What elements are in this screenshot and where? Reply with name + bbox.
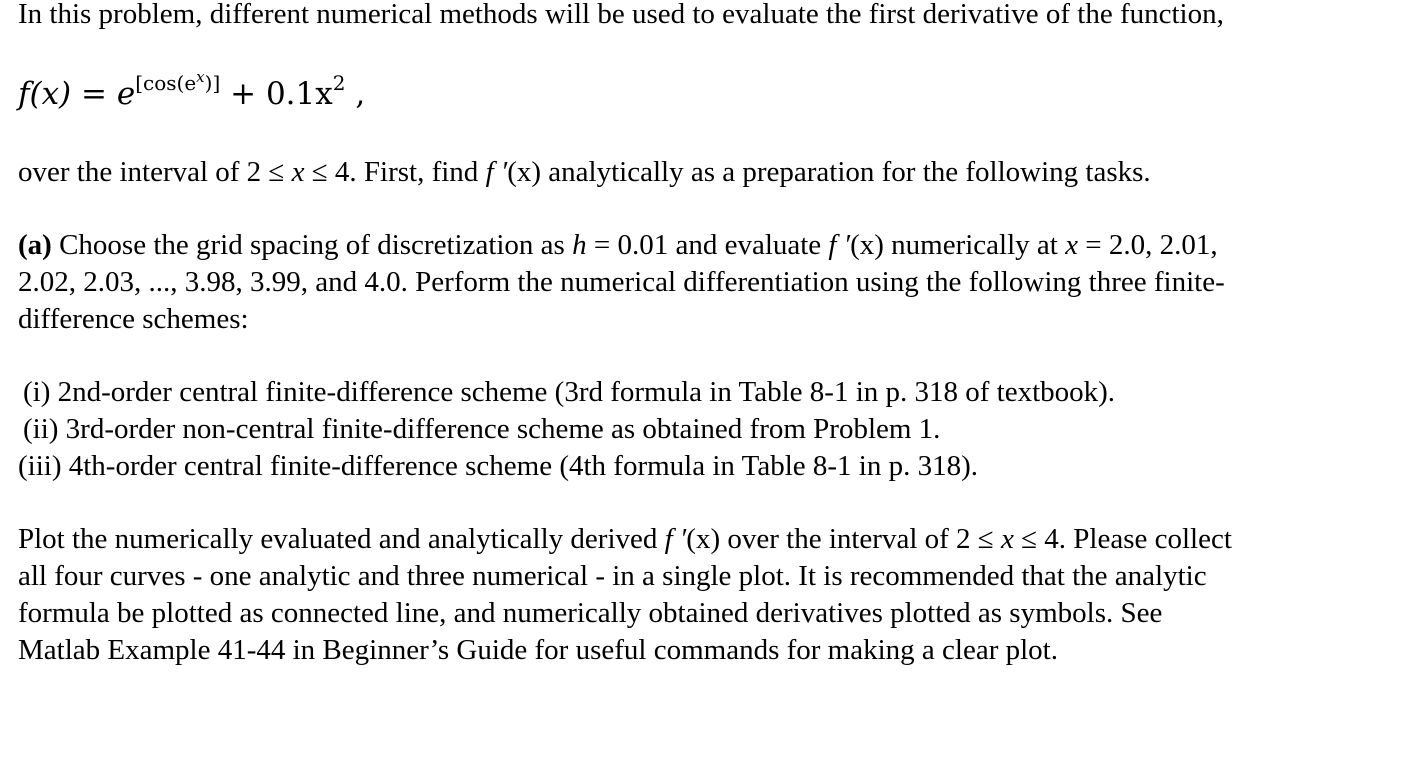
equation-plus-term: + 0.1x [230,76,333,112]
scheme-item-3: (iii) 4th-order central finite-difference scheme (4th formula in Table 8-1 in p. 318). [18,450,978,482]
equation-lhs: f(x) [18,76,72,112]
equation-trailing: , [355,76,366,112]
plot-paragraph: Plot the numerically evaluated and analytically derived f ′(x) over the interval of 2 ≤ x ≤ 4. Please collect all four curves - one analytic and three numerical - in a single plot. It is recommended that the analytic formula be plotted as connected line, and numerically obtained derivatives plotted as symbols. See Matlab Example 41-44 in Beginner’s Guide for useful commands for making a clear plot. [18,523,1232,666]
equation-power: 2 [332,71,346,95]
interval-line: over the interval of 2 ≤ x ≤ 4. First, find f ′(x) analytically as a preparation for the following tasks. [18,156,1151,188]
scheme-item-2: (ii) 3rd-order non-central finite-difference scheme as obtained from Problem 1. [23,413,941,445]
equation-base: e [116,76,136,112]
function-equation [18,68,366,114]
part-a-paragraph: (a) Choose the grid spacing of discretization as h = 0.01 and evaluate f ′(x) numerically at x = 2.0, 2.01, 2.02, 2.03, ..., 3.98, 3.99, and 4.0. Perform the numerical differentiation using the following three finite- difference schemes: [18,229,1225,335]
scheme-item-1: (i) 2nd-order central finite-difference scheme (3rd formula in Table 8-1 in p. 318 of textbook). [23,376,1116,408]
equation-exponent: [cos(ex)] [135,68,221,95]
part-a-label: (a) [18,229,52,261]
problem-intro: In this problem, different numerical methods will be used to evaluate the first derivative of the function, [18,0,1224,30]
equation-equals: = [81,76,107,112]
